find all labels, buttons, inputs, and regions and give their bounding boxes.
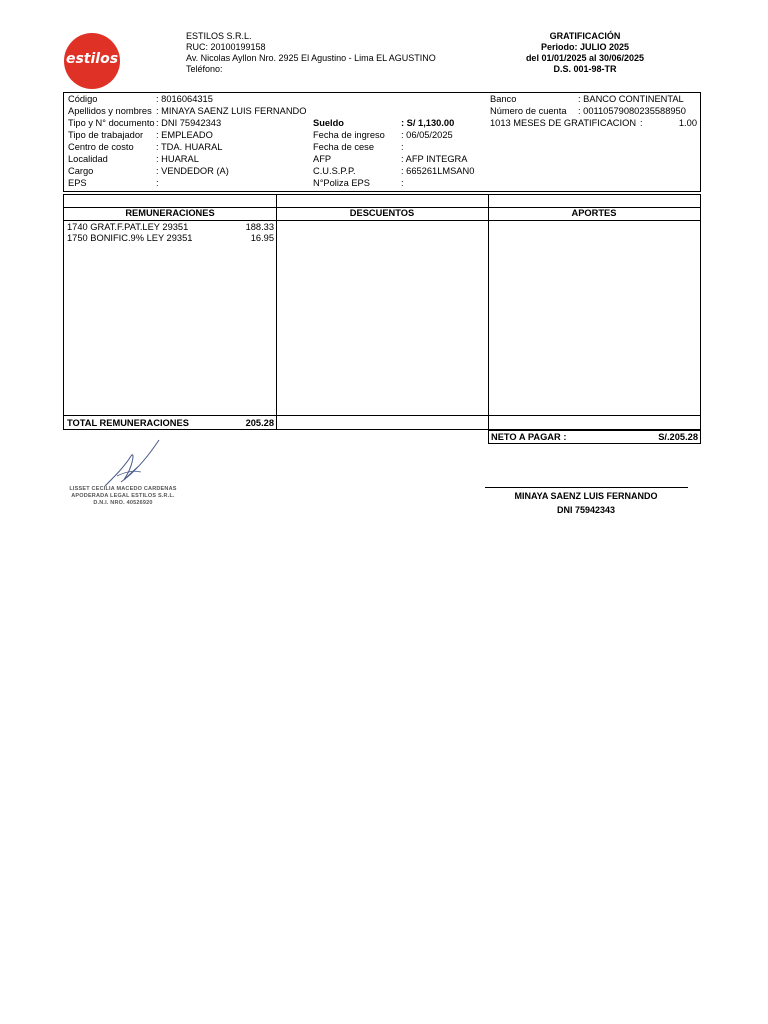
field-label-cuspp: C.U.S.P.P. — [313, 166, 356, 176]
company-address: Av. Nicolas Ayllon Nro. 2925 El Agustino - Lima EL AGUSTINO — [186, 53, 436, 63]
total-remuneraciones-value: 205.28 — [245, 418, 274, 428]
company-name: ESTILOS S.R.L. — [186, 31, 252, 41]
field-label-fecha-cese: Fecha de cese — [313, 142, 374, 152]
field-value-documento: : DNI 75942343 — [156, 118, 222, 128]
employee-signature-block — [470, 489, 702, 517]
remuneracion-concept: 1740 GRAT.F.PAT.LEY 29351 — [67, 222, 189, 232]
document-title-block — [470, 31, 700, 75]
total-remuneraciones-label: TOTAL REMUNERACIONES — [67, 418, 189, 428]
document-decree: D.S. 001-98-TR — [553, 64, 617, 74]
stamp-line: APODERADA LEGAL ESTILOS S.R.L. — [71, 493, 175, 499]
employee-signature-name: MINAYA SAENZ LUIS FERNANDO — [514, 491, 658, 501]
employer-signature — [95, 436, 175, 492]
field-value-poliza-eps: : — [401, 178, 404, 188]
company-logo — [64, 33, 120, 89]
total-rule — [64, 415, 700, 416]
field-label-fecha-ingreso: Fecha de ingreso — [313, 130, 385, 140]
field-value-eps: : — [156, 178, 159, 188]
column-divider — [488, 195, 489, 429]
header-bottom-rule — [64, 220, 700, 221]
payroll-table — [63, 194, 701, 430]
neto-value: S/.205.28 — [658, 432, 698, 442]
field-label-sueldo: Sueldo — [313, 118, 344, 128]
field-value-cuenta: : 00110579080235588950 — [578, 106, 686, 116]
remuneracion-concept: 1750 BONIFIC.9% LEY 29351 — [67, 233, 193, 243]
stamp-line: LISSET CECILIA MACEDO CARDENAS — [69, 486, 177, 492]
header-remuneraciones: REMUNERACIONES — [125, 208, 215, 218]
remuneracion-amount: 188.33 — [245, 222, 274, 232]
field-label-nombres: Apellidos y nombres — [68, 106, 152, 116]
field-value-cuspp: : 665261LMSAN0 — [401, 166, 475, 176]
stamp-line: D.N.I. NRO. 40526920 — [93, 500, 153, 506]
field-label-documento: Tipo y N° documento — [68, 118, 155, 128]
document-range: del 01/01/2025 al 30/06/2025 — [525, 53, 645, 63]
header-aportes: APORTES — [571, 208, 617, 218]
field-value-fecha-cese: : — [401, 142, 404, 152]
months-label: 1013 MESES DE GRATIFICACION — [490, 118, 637, 128]
field-value-centro-costo: : TDA. HUARAL — [156, 142, 223, 152]
employee-info-box — [63, 92, 701, 192]
company-phone: Teléfono: — [186, 64, 223, 74]
field-label-tipo-trabajador: Tipo de trabajador — [68, 130, 144, 140]
neto-a-pagar-box — [488, 430, 701, 444]
employee-signature-line — [485, 487, 688, 488]
months-value: 1.00 — [678, 118, 697, 128]
field-value-localidad: : HUARAL — [156, 154, 199, 164]
field-value-afp: : AFP INTEGRA — [401, 154, 468, 164]
field-value-banco: : BANCO CONTINENTAL — [578, 94, 684, 104]
field-label-banco: Banco — [490, 94, 517, 104]
field-label-poliza-eps: N°Poliza EPS — [313, 178, 370, 188]
employee-signature-dni: DNI 75942343 — [556, 505, 616, 515]
field-label-eps: EPS — [68, 178, 87, 188]
field-value-codigo: : 8016064315 — [156, 94, 213, 104]
field-label-centro-costo: Centro de costo — [68, 142, 134, 152]
field-label-cargo: Cargo — [68, 166, 94, 176]
header-descuentos: DESCUENTOS — [349, 208, 415, 218]
field-value-tipo-trabajador: : EMPLEADO — [156, 130, 213, 140]
neto-label: NETO A PAGAR : — [491, 432, 567, 442]
employer-stamp — [62, 486, 184, 507]
field-label-cuenta: Número de cuenta — [490, 106, 567, 116]
field-value-fecha-ingreso: : 06/05/2025 — [401, 130, 453, 140]
months-colon: : — [640, 118, 643, 128]
company-ruc: RUC: 20100199158 — [186, 42, 266, 52]
field-label-localidad: Localidad — [68, 154, 108, 164]
remuneracion-amount: 16.95 — [250, 233, 274, 243]
document-period: Periodo: JULIO 2025 — [540, 42, 630, 52]
column-divider — [276, 195, 277, 429]
field-value-sueldo: : S/ 1,130.00 — [401, 118, 455, 128]
field-value-cargo: : VENDEDOR (A) — [156, 166, 229, 176]
field-label-afp: AFP — [313, 154, 332, 164]
company-info — [186, 31, 436, 75]
field-label-codigo: Código — [68, 94, 98, 104]
field-value-nombres: : MINAYA SAENZ LUIS FERNANDO — [156, 106, 307, 116]
document-title: GRATIFICACIÓN — [549, 31, 621, 41]
logo-text: estilos — [65, 51, 119, 67]
